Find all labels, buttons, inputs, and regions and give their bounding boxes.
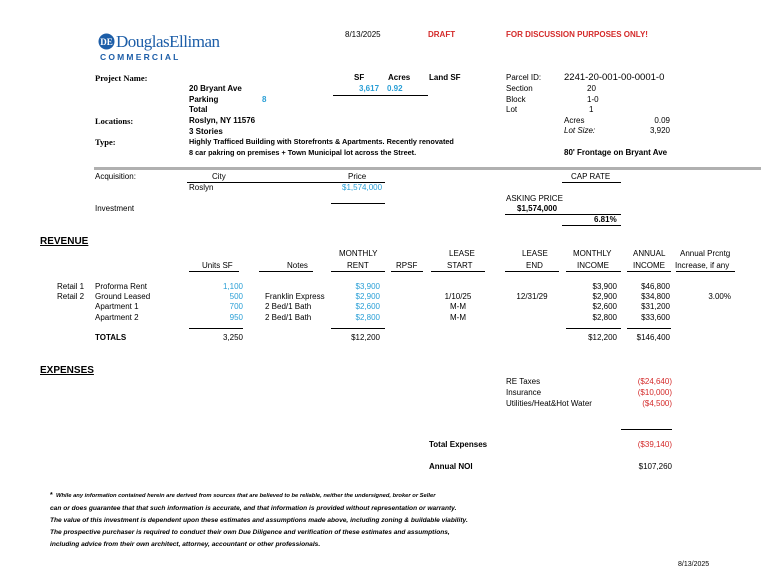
frontage: 80' Frontage on Bryant Ave xyxy=(564,148,668,157)
start-underline xyxy=(431,271,485,272)
parcel-id-value: 2241-20-001-00-0001-0 xyxy=(564,72,665,83)
end-header: END xyxy=(526,261,543,270)
draft-label: DRAFT xyxy=(428,30,456,39)
parcel-acres-value: 0.09 xyxy=(654,116,670,125)
row-sf: 500 xyxy=(229,292,243,301)
stories: 3 Stories xyxy=(189,127,223,136)
expense-label: RE Taxes xyxy=(506,377,541,386)
disclaimer-line-1: While any information contained herein are derived from sources that are believed to be reliable, neither the undersigned, broker or Seller xyxy=(56,493,436,499)
parking-value: 8 xyxy=(262,95,267,104)
type-line-2: 8 car pakring on premises + Town Municipal lot across the Street. xyxy=(189,148,417,157)
pct-header-2: Increase, if any xyxy=(675,261,730,270)
row-notes: 2 Bed/1 Bath xyxy=(265,313,312,322)
totals-rent: $12,200 xyxy=(351,333,380,342)
row-annual-income: $34,800 xyxy=(641,292,670,301)
sf-header: SF xyxy=(354,73,365,82)
svg-text:DE: DE xyxy=(100,37,113,47)
start-header: START xyxy=(447,261,473,270)
notes-header: Notes xyxy=(287,261,308,270)
type-label: Type: xyxy=(95,137,116,147)
row-notes: 2 Bed/1 Bath xyxy=(265,302,312,311)
row-annual-income: $46,800 xyxy=(641,282,670,291)
pct-header-1: Annual Prcntg xyxy=(680,249,731,258)
asking-price-value: $1,574,000 xyxy=(517,204,558,213)
disclaimer-line-2: can or does guarantee that that such information is accurate, and that information is provided without representation or warranty. xyxy=(50,505,457,512)
price-underline xyxy=(331,203,385,204)
logo-wordmark: DouglasElliman xyxy=(116,32,220,51)
expense-value: ($24,640) xyxy=(637,377,672,386)
totals-sf: 3,250 xyxy=(222,333,243,342)
row-sf: 1,100 xyxy=(222,282,243,291)
row-name: Apartment 1 xyxy=(95,302,139,311)
monthly-income-header-2: INCOME xyxy=(577,261,609,270)
row-rent: $2,600 xyxy=(355,302,380,311)
cap-rate-underline xyxy=(562,182,621,183)
investment-label: Investment xyxy=(95,204,135,213)
discussion-notice: FOR DISCUSSION PURPOSES ONLY! xyxy=(506,30,648,39)
row-lease-end: 12/31/29 xyxy=(516,292,548,301)
block-value: 1-0 xyxy=(587,95,599,104)
parking-label: Parking xyxy=(189,95,219,104)
price-header: Price xyxy=(348,172,367,181)
totals-monthly-income: $12,200 xyxy=(588,333,617,342)
parcel-acres-label: Acres xyxy=(564,116,585,125)
row-name: Apartment 2 xyxy=(95,313,139,322)
lease-start-header-1: LEASE xyxy=(449,249,475,258)
row-name: Proforma Rent xyxy=(95,282,148,291)
expense-value: ($10,000) xyxy=(637,388,672,397)
locations-label: Locations: xyxy=(95,116,134,126)
lease-end-header-1: LEASE xyxy=(522,249,548,258)
row-tag: Retail 2 xyxy=(57,292,85,301)
monthly-header: MONTHLY xyxy=(339,249,378,258)
total-expenses-value: ($39,140) xyxy=(637,440,672,449)
acres-value: 0.92 xyxy=(387,84,403,93)
cap-rate-header: CAP RATE xyxy=(571,172,611,181)
units-sf-header: Units SF xyxy=(202,261,233,270)
units-sf-underline xyxy=(189,271,239,272)
land-sf-header: Land SF xyxy=(429,73,461,82)
type-line-1: Highly Trafficed Building with Storefronts & Apartments. Recently renovated xyxy=(189,137,454,146)
project-address: 20 Bryant Ave xyxy=(189,84,242,93)
city-state: Roslyn, NY 11576 xyxy=(189,116,256,125)
acquisition-city: Roslyn xyxy=(189,183,214,192)
totals-monthly-overline xyxy=(566,328,621,329)
acres-header: Acres xyxy=(388,73,411,82)
parcel-id-label: Parcel ID: xyxy=(506,73,542,82)
revenue-title: REVENUE xyxy=(40,236,89,247)
rent-underline xyxy=(331,271,385,272)
pct-underline xyxy=(676,271,735,272)
row-rent: $2,800 xyxy=(355,313,380,322)
city-header: City xyxy=(212,172,226,181)
lot-label: Lot xyxy=(506,105,518,114)
row-monthly-income: $2,800 xyxy=(592,313,617,322)
disclaimer-line-5: including advice from their own architect, attorney, accountant or other professionals. xyxy=(50,541,321,548)
expenses-title: EXPENSES xyxy=(40,365,94,376)
footnote-asterisk: * xyxy=(50,492,53,499)
row-rent: $3,900 xyxy=(355,282,380,291)
rent-header: RENT xyxy=(347,261,369,270)
row-lease-start: M-M xyxy=(450,302,466,311)
project-name-label: Project Name: xyxy=(95,73,148,83)
acquisition-label: Acquisition: xyxy=(95,172,136,181)
row-notes: Franklin Express xyxy=(265,292,325,301)
monthly-income-underline xyxy=(566,271,621,272)
total-label: Total xyxy=(189,105,208,114)
section-divider xyxy=(94,167,761,170)
douglas-elliman-logo-mark-icon xyxy=(98,33,115,50)
cap-rate-value-underline xyxy=(562,225,621,226)
lot-size-label: Lot Size: xyxy=(564,126,596,135)
cap-rate-value: 6.81% xyxy=(594,215,617,224)
disclaimer-line-4: The prospective purchaser is required to conduct their own Due Diligence and verification of these estimates and assumptions, xyxy=(50,529,450,536)
row-monthly-income: $2,900 xyxy=(592,292,617,301)
row-lease-start: 1/10/25 xyxy=(444,292,472,301)
acquisition-price: $1,574,000 xyxy=(342,183,383,192)
row-lease-start: M-M xyxy=(450,313,466,322)
rpsf-header: RPSF xyxy=(396,261,418,270)
totals-annual-overline xyxy=(627,328,671,329)
row-rent: $2,900 xyxy=(355,292,380,301)
lot-size-value: 3,920 xyxy=(649,126,670,135)
row-annual-income: $31,200 xyxy=(641,302,670,311)
expense-label: Insurance xyxy=(506,388,542,397)
section-label: Section xyxy=(506,84,533,93)
totals-annual-income: $146,400 xyxy=(636,333,670,342)
asking-price-label: ASKING PRICE xyxy=(506,194,563,203)
block-label: Block xyxy=(506,95,526,104)
annual-income-header-1: ANNUAL xyxy=(633,249,666,258)
logo-division: COMMERCIAL xyxy=(100,52,181,62)
sf-underline xyxy=(333,95,428,96)
sf-value: 3,617 xyxy=(359,84,380,93)
lot-value: 1 xyxy=(589,105,594,114)
rpsf-underline xyxy=(391,271,423,272)
row-monthly-income: $3,900 xyxy=(592,282,617,291)
monthly-income-header-1: MONTHLY xyxy=(573,249,612,258)
row-monthly-income: $2,600 xyxy=(592,302,617,311)
disclaimer-line-3: The value of this investment is dependent upon these estimates and assumptions made above, including zoning & buildable viability. xyxy=(50,517,468,524)
row-tag: Retail 1 xyxy=(57,282,85,291)
total-expenses-label: Total Expenses xyxy=(429,440,488,449)
expense-label: Utilities/Heat&Hot Water xyxy=(506,399,592,408)
row-sf: 950 xyxy=(229,313,243,322)
header-date: 8/13/2025 xyxy=(345,30,381,39)
totals-rent-overline xyxy=(331,328,385,329)
annual-income-underline xyxy=(627,271,671,272)
end-underline xyxy=(505,271,559,272)
section-value: 20 xyxy=(587,84,596,93)
totals-sf-overline xyxy=(189,328,243,329)
row-pct-increase: 3.00% xyxy=(708,292,731,301)
annual-noi-label: Annual NOI xyxy=(429,462,473,471)
footer-date: 8/13/2025 xyxy=(678,561,710,568)
expenses-total-overline xyxy=(621,429,672,430)
annual-noi-value: $107,260 xyxy=(638,462,672,471)
expense-value: ($4,500) xyxy=(642,399,672,408)
row-annual-income: $33,600 xyxy=(641,313,670,322)
totals-label: TOTALS xyxy=(95,333,127,342)
notes-underline xyxy=(259,271,313,272)
row-sf: 700 xyxy=(229,302,243,311)
annual-income-header-2: INCOME xyxy=(633,261,665,270)
row-name: Ground Leased xyxy=(95,292,151,301)
